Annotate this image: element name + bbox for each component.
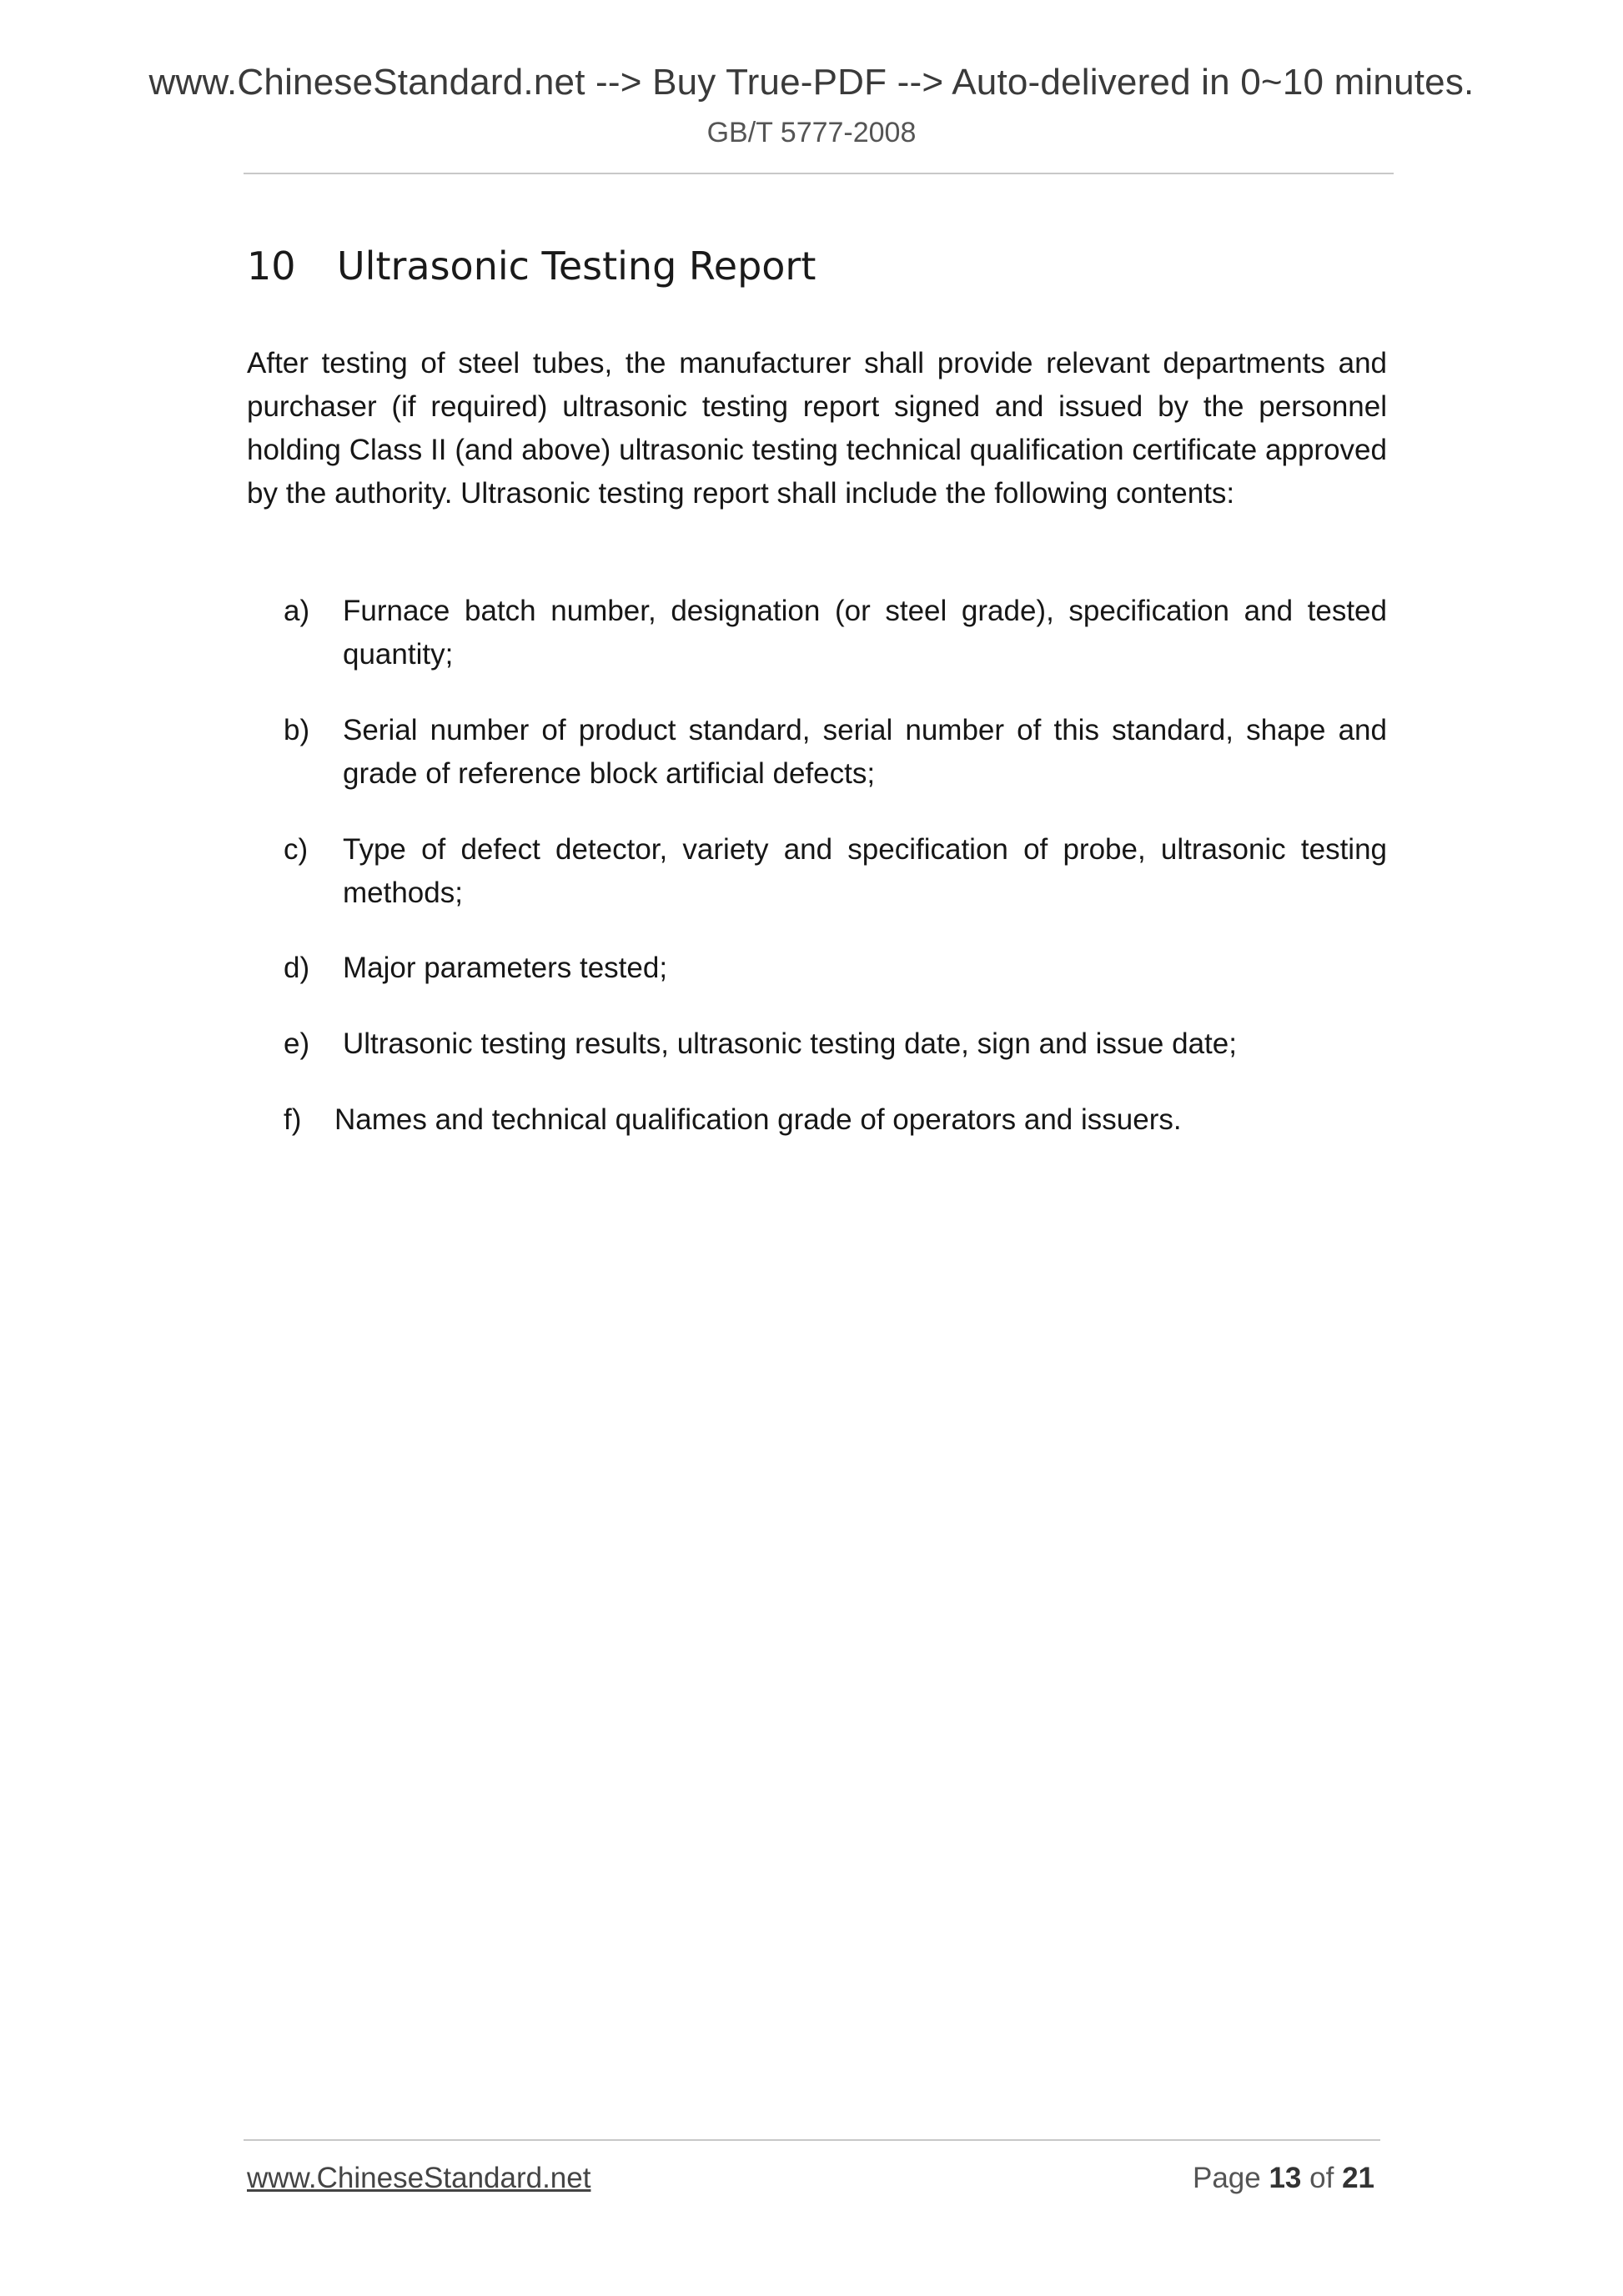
list-item-text: Names and technical qualification grade of operators and issuers. bbox=[334, 1103, 1182, 1136]
list-item-marker: b) bbox=[284, 714, 310, 746]
page-label: Page bbox=[1192, 2162, 1261, 2194]
document-code: GB/T 5777-2008 bbox=[706, 117, 917, 148]
list-item-marker: a) bbox=[284, 595, 310, 627]
list-item bbox=[284, 709, 1387, 796]
list-item bbox=[284, 590, 1387, 676]
intro-paragraph: After testing of steel tubes, the manufacturer shall provide relevant departments and purchaser (if required) ultrasonic testing report signed and issued by the personnel holding Class II (and above) ultrasonic testing technical qualification certificate approved by the authority. Ultrasonic testing report shall include the following contents: bbox=[247, 347, 1387, 510]
page-total: 21 bbox=[1342, 2162, 1374, 2194]
list-item-text: Furnace batch number, designation (or steel grade), specification and tested quantity; bbox=[343, 595, 1387, 671]
header-banner: www.ChineseStandard.net --> Buy True-PDF --> Auto-delivered in 0~10 minutes. bbox=[148, 62, 1475, 103]
list-item-text: Type of defect detector, variety and specification of probe, ultrasonic testing methods; bbox=[343, 833, 1387, 909]
list-item bbox=[284, 1022, 1387, 1066]
list-item-text: Serial number of product standard, serial number of this standard, shape and grade of reference block artificial defects; bbox=[343, 714, 1387, 790]
list-item-marker: c) bbox=[284, 833, 309, 866]
list-item-marker: e) bbox=[284, 1027, 310, 1060]
section-number: 10 bbox=[247, 244, 296, 289]
page-current: 13 bbox=[1269, 2162, 1302, 2194]
page-indicator bbox=[1193, 2162, 1374, 2195]
list-item-text: Major parameters tested; bbox=[343, 952, 668, 984]
header-divider bbox=[244, 173, 1394, 174]
list-item bbox=[284, 947, 1387, 990]
footer-site-link[interactable]: www.ChineseStandard.net bbox=[247, 2162, 591, 2194]
list-item bbox=[284, 828, 1387, 915]
list-item-marker: f) bbox=[284, 1103, 302, 1136]
footer-divider bbox=[244, 2139, 1380, 2141]
list-item-text: Ultrasonic testing results, ultrasonic testing date, sign and issue date; bbox=[343, 1027, 1237, 1060]
page-of: of bbox=[1309, 2162, 1334, 2194]
list-item-marker: d) bbox=[284, 952, 310, 984]
section-heading bbox=[247, 244, 816, 289]
list-item bbox=[284, 1098, 1387, 1142]
section-title: Ultrasonic Testing Report bbox=[337, 244, 817, 289]
